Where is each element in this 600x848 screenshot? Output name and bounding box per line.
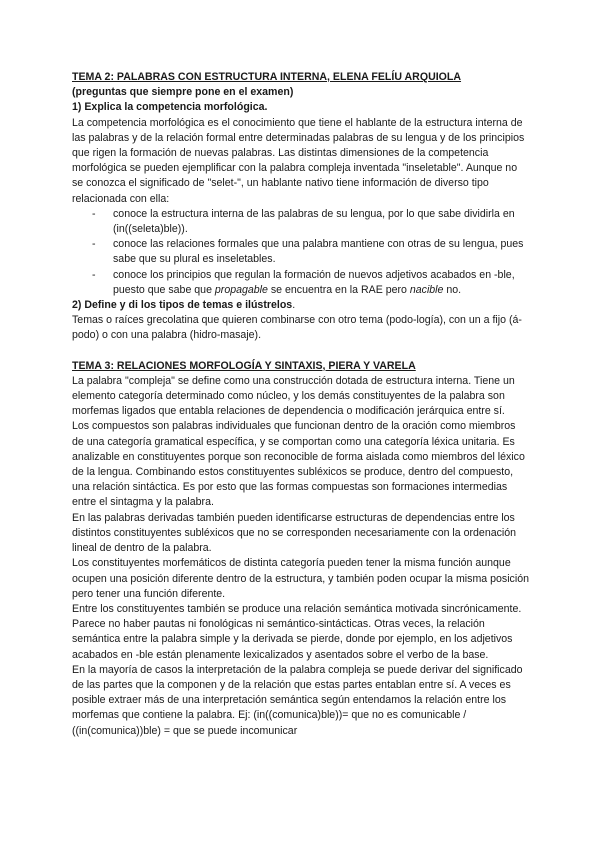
list-item: - conoce la estructura interna de las palabras de su lengua, por lo que sabe dividirla en (in((seleta)ble)). — [92, 207, 530, 237]
question-1: 1) Explica la competencia morfológica. — [72, 101, 268, 114]
paragraph: La palabra "compleja" se define como una construcción dotada de estructura interna. Tiene un elemento categoría determinado como núcleo, y los demás constituyentes de la palabra son morfemas ligados que entabla relaciones de dependencia o modificación jerárquica entre sí. — [72, 374, 515, 418]
paragraph: En la mayoría de casos la interpretación de la palabra compleja se puede derivar del significado de las partes que la componen y de la relación que estas partes entablan entre sí. A veces es posible extraer más de una interpretación semántica según entendamos la relación entre los morfemas que contiene la palabra. Ej: (in((comunica)ble))= que no es comunicable / ((in(comunica))ble) = que se puede incomunicar — [72, 663, 523, 737]
bullet-text: se encuentra en la RAE pero — [267, 283, 410, 296]
question-2 — [72, 298, 530, 313]
paragraph: Los constituyentes morfemáticos de distinta categoría pueden tener la misma función aunque ocupen una posición diferente dentro de la estructura, y también poden ocupar la misma posición pero tener una función diferente. — [72, 557, 529, 600]
bullet-text: no. — [443, 283, 462, 296]
tema2-subtitle: (preguntas que siempre pone en el examen) — [72, 86, 294, 99]
paragraph: Entre los constituyentes también se produce una relación semántica motivada sincrónicamente. — [72, 602, 522, 615]
question-2-text: 2) Define y di los tipos de temas e ilústrelos — [72, 299, 293, 312]
list-item — [92, 268, 530, 298]
tema2-title: TEMA 2: PALABRAS CON ESTRUCTURA INTERNA, ELENA FELÍU ARQUIOLA — [72, 71, 462, 83]
question-2-dot: . — [292, 299, 296, 312]
italic-word: propagable — [214, 283, 268, 296]
paragraph: Parece no haber pautas ni fonológicas ni semántico-sintácticas. Otras veces, la relación semántica entre la palabra simple y la derivada se pierde, donde por ejemplo, en los adjetivos acabados en -ble están plenamente lexicalizados y asentados sobre el verbo de la base. — [72, 618, 513, 661]
paragraph: Los compuestos son palabras individuales que funcionan dentro de la oración como miembros de una categoría gramatical específica, y se comportan como una categoría léxica unitaria. Es analizable en constituyentes porque son reconocible de forma aislada como miembros del léxico de la lengua. Combinando estos constituyentes subléxicos se produce, dentro del compuesto, una relación sintáctica. Es por esto que las formas compuestas son formaciones intermedias entre el sintagma y la palabra. — [72, 420, 525, 509]
section-gap — [72, 344, 530, 359]
bullet-text: conoce los principios que regulan la formación de nuevos adjetivos acabados en -ble, puesto que sabe que — [113, 268, 515, 296]
tema3-title: TEMA 3: RELACIONES MORFOLOGÍA Y SINTAXIS, PIERA Y VARELA — [72, 359, 416, 372]
italic-word: nacible — [409, 283, 444, 296]
paragraph-temas: Temas o raíces grecolatina que quieren combinarse con otro tema (podo-logía), con un a fijo (á-podo) o con una palabra (hidro-masaje). — [72, 314, 522, 342]
paragraph-competencia: La competencia morfológica es el conocimiento que tiene el hablante de la estructura interna de las palabras y de la relación formal entre determinadas palabras de su lengua y de los principios que rigen la formación de nuevas palabras. Las distintas dimensiones de la competencia morfológica se pueden ejemplificar con la palabra compleja inventada "inseletable". Aunque no se conozca el significado de "selet-", un hablante nativo tiene información de diverso tipo relacionada con ella: — [72, 116, 525, 205]
list-item: - conoce las relaciones formales que una palabra mantiene con otras de su lengua, pues sabe que su plural es inseletables. — [92, 237, 530, 267]
bullet-list — [72, 207, 530, 298]
paragraph: En las palabras derivadas también pueden identificarse estructuras de dependencias entre los distintos constituyentes subléxicos que no se corresponden necesariamente con la ordenación lineal de dentro de la palabra. — [72, 511, 517, 555]
